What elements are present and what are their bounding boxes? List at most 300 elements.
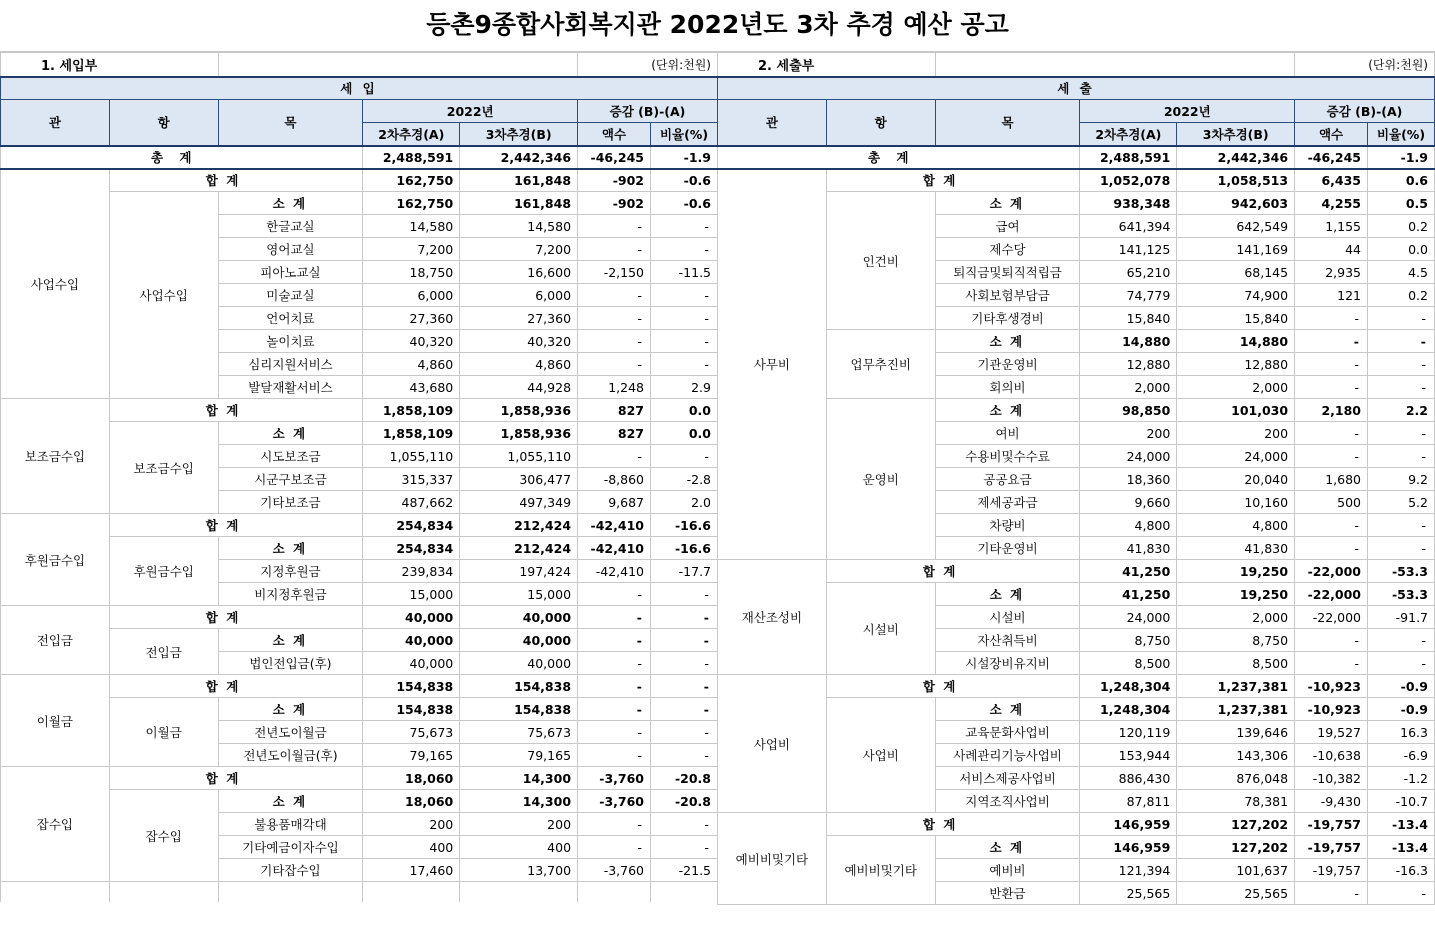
income-rate-cell: 2.0 bbox=[650, 491, 717, 514]
expense-gwan-cell: 재산조성비 bbox=[718, 560, 827, 675]
income-mok-cell: 심리지원서비스 bbox=[218, 353, 363, 376]
income-a-cell: 1,055,110 bbox=[363, 445, 460, 468]
income-sum-label: 합 계 bbox=[109, 169, 363, 192]
income-a-cell: 254,834 bbox=[363, 537, 460, 560]
expense-hang-cell: 운영비 bbox=[826, 399, 935, 560]
income-a-cell: 487,662 bbox=[363, 491, 460, 514]
expense-amt-cell: -22,000 bbox=[1295, 583, 1368, 606]
income-header-amt: 액수 bbox=[578, 123, 651, 146]
expense-a-cell: 121,394 bbox=[1080, 859, 1177, 882]
income-amt-cell: - bbox=[578, 583, 651, 606]
income-rate-cell: - bbox=[650, 583, 717, 606]
income-grand-rate: -1.9 bbox=[650, 146, 717, 169]
expense-mok-cell: 시설장비유지비 bbox=[935, 652, 1080, 675]
income-a-cell: 162,750 bbox=[363, 169, 460, 192]
expense-hang-cell: 인건비 bbox=[826, 192, 935, 330]
income-a-cell: 27,360 bbox=[363, 307, 460, 330]
income-rate-cell: - bbox=[650, 238, 717, 261]
expense-mok-cell: 소 계 bbox=[935, 192, 1080, 215]
expense-amt-cell: - bbox=[1295, 307, 1368, 330]
expense-a-cell: 146,959 bbox=[1080, 836, 1177, 859]
income-amt-cell: -3,760 bbox=[578, 790, 651, 813]
expense-b-cell: 127,202 bbox=[1177, 813, 1295, 836]
expense-amt-cell: -10,923 bbox=[1295, 698, 1368, 721]
income-amt-cell: -2,150 bbox=[578, 261, 651, 284]
income-amt-cell: - bbox=[578, 836, 651, 859]
expense-amt-cell: -10,638 bbox=[1295, 744, 1368, 767]
expense-b-cell: 1,058,513 bbox=[1177, 169, 1295, 192]
income-mok-cell: 기타예금이자수입 bbox=[218, 836, 363, 859]
income-b-cell: 7,200 bbox=[460, 238, 578, 261]
expense-amt-cell: - bbox=[1295, 882, 1368, 905]
income-rate-cell: -17.7 bbox=[650, 560, 717, 583]
expense-b-cell: 12,880 bbox=[1177, 353, 1295, 376]
income-mok-cell: 기타보조금 bbox=[218, 491, 363, 514]
income-mok-cell: 영어교실 bbox=[218, 238, 363, 261]
expense-rate-cell: - bbox=[1368, 629, 1435, 652]
expense-header-a: 2차추경(A) bbox=[1080, 123, 1177, 146]
income-mok-cell: 소 계 bbox=[218, 192, 363, 215]
income-rate-cell: - bbox=[650, 284, 717, 307]
income-a-cell: 17,460 bbox=[363, 859, 460, 882]
income-rate-cell: - bbox=[650, 445, 717, 468]
income-rate-cell: - bbox=[650, 307, 717, 330]
income-rate-cell: 0.0 bbox=[650, 422, 717, 445]
expense-grand-label: 총 계 bbox=[718, 146, 1080, 169]
expense-b-cell: 14,880 bbox=[1177, 330, 1295, 353]
income-b-cell: 14,300 bbox=[460, 790, 578, 813]
income-rate-cell: - bbox=[650, 606, 717, 629]
income-a-cell: 18,060 bbox=[363, 767, 460, 790]
income-rate-cell: - bbox=[650, 652, 717, 675]
expense-b-cell: 41,830 bbox=[1177, 537, 1295, 560]
expense-amt-cell: - bbox=[1295, 629, 1368, 652]
income-sum-label: 합 계 bbox=[109, 767, 363, 790]
expense-rate-cell: - bbox=[1368, 353, 1435, 376]
expense-a-cell: 146,959 bbox=[1080, 813, 1177, 836]
income-band-header: 세 입 bbox=[1, 77, 718, 100]
income-amt-cell: - bbox=[578, 744, 651, 767]
income-rate-cell: - bbox=[650, 721, 717, 744]
expense-a-cell: 41,250 bbox=[1080, 583, 1177, 606]
income-mok-cell: 전년도이월금(후) bbox=[218, 744, 363, 767]
expense-b-cell: 101,637 bbox=[1177, 859, 1295, 882]
income-amt-cell: - bbox=[578, 606, 651, 629]
income-b-cell: 16,600 bbox=[460, 261, 578, 284]
expense-amt-cell: -10,382 bbox=[1295, 767, 1368, 790]
expense-mok-cell: 여비 bbox=[935, 422, 1080, 445]
expense-mok-cell: 소 계 bbox=[935, 399, 1080, 422]
income-a-cell: 6,000 bbox=[363, 284, 460, 307]
expense-rate-cell: - bbox=[1368, 445, 1435, 468]
expense-b-cell: 4,800 bbox=[1177, 514, 1295, 537]
expense-a-cell: 14,880 bbox=[1080, 330, 1177, 353]
income-unit-label: (단위:천원) bbox=[578, 53, 718, 77]
expense-hang-cell: 사업비 bbox=[826, 698, 935, 813]
expense-b-cell: 15,840 bbox=[1177, 307, 1295, 330]
expense-header-change: 증감 (B)-(A) bbox=[1295, 100, 1435, 123]
expense-rate-cell: - bbox=[1368, 882, 1435, 905]
income-header-change: 증감 (B)-(A) bbox=[578, 100, 718, 123]
expense-amt-cell: -9,430 bbox=[1295, 790, 1368, 813]
expense-amt-cell: 4,255 bbox=[1295, 192, 1368, 215]
income-mok-cell: 피아노교실 bbox=[218, 261, 363, 284]
expense-grand-a: 2,488,591 bbox=[1080, 146, 1177, 169]
income-b-cell: 14,300 bbox=[460, 767, 578, 790]
expense-amt-cell: - bbox=[1295, 330, 1368, 353]
income-rate-cell: 0.0 bbox=[650, 399, 717, 422]
expense-a-cell: 8,750 bbox=[1080, 629, 1177, 652]
expense-amt-cell: - bbox=[1295, 422, 1368, 445]
income-header-a: 2차추경(A) bbox=[363, 123, 460, 146]
income-b-cell: 161,848 bbox=[460, 169, 578, 192]
expense-b-cell: 74,900 bbox=[1177, 284, 1295, 307]
expense-mok-cell: 기타운영비 bbox=[935, 537, 1080, 560]
income-b-cell: 13,700 bbox=[460, 859, 578, 882]
expense-b-cell: 139,646 bbox=[1177, 721, 1295, 744]
income-b-cell: 40,000 bbox=[460, 606, 578, 629]
income-amt-cell: -42,410 bbox=[578, 560, 651, 583]
expense-rate-cell: 4.5 bbox=[1368, 261, 1435, 284]
expense-mok-cell: 소 계 bbox=[935, 698, 1080, 721]
income-grand-a: 2,488,591 bbox=[363, 146, 460, 169]
income-header-gwan: 관 bbox=[1, 100, 110, 146]
income-blank-cell bbox=[109, 882, 218, 902]
expense-amt-cell: - bbox=[1295, 376, 1368, 399]
income-a-cell: 1,858,109 bbox=[363, 422, 460, 445]
income-rate-cell: - bbox=[650, 215, 717, 238]
expense-mok-cell: 기타후생경비 bbox=[935, 307, 1080, 330]
income-hang-cell: 전입금 bbox=[109, 629, 218, 675]
income-a-cell: 40,000 bbox=[363, 652, 460, 675]
income-rate-cell: -2.8 bbox=[650, 468, 717, 491]
expense-amt-cell: 1,155 bbox=[1295, 215, 1368, 238]
income-blank-cell bbox=[218, 882, 363, 902]
income-header-rate: 비율(%) bbox=[650, 123, 717, 146]
income-hang-cell: 보조금수입 bbox=[109, 422, 218, 514]
income-b-cell: 154,838 bbox=[460, 675, 578, 698]
income-panel bbox=[0, 52, 718, 902]
income-b-cell: 1,858,936 bbox=[460, 422, 578, 445]
income-sum-row bbox=[1, 767, 718, 790]
expense-amt-cell: 500 bbox=[1295, 491, 1368, 514]
expense-mok-cell: 소 계 bbox=[935, 583, 1080, 606]
expense-section-title: 2. 세출부 bbox=[718, 53, 936, 77]
income-a-cell: 15,000 bbox=[363, 583, 460, 606]
expense-mok-cell: 회의비 bbox=[935, 376, 1080, 399]
expense-a-cell: 4,800 bbox=[1080, 514, 1177, 537]
expense-hang-cell: 시설비 bbox=[826, 583, 935, 675]
income-rate-cell: - bbox=[650, 353, 717, 376]
expense-rate-cell: -6.9 bbox=[1368, 744, 1435, 767]
income-b-cell: 306,477 bbox=[460, 468, 578, 491]
income-a-cell: 40,000 bbox=[363, 629, 460, 652]
income-blank-cell bbox=[460, 882, 578, 902]
income-mok-cell: 한글교실 bbox=[218, 215, 363, 238]
expense-a-cell: 24,000 bbox=[1080, 445, 1177, 468]
income-a-cell: 18,750 bbox=[363, 261, 460, 284]
expense-a-cell: 12,880 bbox=[1080, 353, 1177, 376]
expense-rate-cell: -0.9 bbox=[1368, 698, 1435, 721]
income-b-cell: 40,000 bbox=[460, 652, 578, 675]
expense-b-cell: 200 bbox=[1177, 422, 1295, 445]
expense-mok-cell: 예비비 bbox=[935, 859, 1080, 882]
expense-b-cell: 25,565 bbox=[1177, 882, 1295, 905]
income-b-cell: 200 bbox=[460, 813, 578, 836]
income-amt-cell: - bbox=[578, 698, 651, 721]
income-grand-amt: -46,245 bbox=[578, 146, 651, 169]
income-b-cell: 40,320 bbox=[460, 330, 578, 353]
income-b-cell: 400 bbox=[460, 836, 578, 859]
income-sum-label: 합 계 bbox=[109, 399, 363, 422]
income-amt-cell: - bbox=[578, 330, 651, 353]
income-mok-cell: 언어치료 bbox=[218, 307, 363, 330]
expense-b-cell: 10,160 bbox=[1177, 491, 1295, 514]
expense-a-cell: 641,394 bbox=[1080, 215, 1177, 238]
income-b-cell: 1,055,110 bbox=[460, 445, 578, 468]
expense-mok-cell: 수용비및수수료 bbox=[935, 445, 1080, 468]
income-sum-row bbox=[1, 399, 718, 422]
income-b-cell: 497,349 bbox=[460, 491, 578, 514]
expense-rate-cell: -53.3 bbox=[1368, 560, 1435, 583]
income-section-title: 1. 세입부 bbox=[1, 53, 219, 77]
income-rate-cell: - bbox=[650, 813, 717, 836]
income-b-cell: 27,360 bbox=[460, 307, 578, 330]
income-a-cell: 4,860 bbox=[363, 353, 460, 376]
expense-rate-cell: - bbox=[1368, 307, 1435, 330]
income-amt-cell: - bbox=[578, 721, 651, 744]
income-rate-cell: 2.9 bbox=[650, 376, 717, 399]
income-a-cell: 1,858,109 bbox=[363, 399, 460, 422]
income-mok-cell: 놀이치료 bbox=[218, 330, 363, 353]
income-a-cell: 14,580 bbox=[363, 215, 460, 238]
income-amt-cell: -902 bbox=[578, 192, 651, 215]
expense-a-cell: 74,779 bbox=[1080, 284, 1177, 307]
income-mok-cell: 지정후원금 bbox=[218, 560, 363, 583]
expense-rate-cell: 5.2 bbox=[1368, 491, 1435, 514]
income-sum-label: 합 계 bbox=[109, 606, 363, 629]
income-mok-cell: 소 계 bbox=[218, 790, 363, 813]
expense-header-mok: 목 bbox=[935, 100, 1080, 146]
income-mok-cell: 법인전입금(후) bbox=[218, 652, 363, 675]
income-amt-cell: 1,248 bbox=[578, 376, 651, 399]
expense-mok-cell: 제수당 bbox=[935, 238, 1080, 261]
expense-gwan-cell: 사업비 bbox=[718, 675, 827, 813]
income-sum-row bbox=[1, 675, 718, 698]
expense-band-header: 세 출 bbox=[718, 77, 1435, 100]
expense-a-cell: 141,125 bbox=[1080, 238, 1177, 261]
expense-amt-cell: - bbox=[1295, 514, 1368, 537]
income-b-cell: 197,424 bbox=[460, 560, 578, 583]
income-hang-cell: 후원금수입 bbox=[109, 537, 218, 606]
expense-unit-label: (단위:천원) bbox=[1295, 53, 1435, 77]
income-b-cell: 15,000 bbox=[460, 583, 578, 606]
income-mok-cell: 시군구보조금 bbox=[218, 468, 363, 491]
income-grand-label: 총 계 bbox=[1, 146, 363, 169]
expense-mok-cell: 사례관리기능사업비 bbox=[935, 744, 1080, 767]
expense-amt-cell: - bbox=[1295, 353, 1368, 376]
expense-amt-cell: 2,935 bbox=[1295, 261, 1368, 284]
expense-a-cell: 8,500 bbox=[1080, 652, 1177, 675]
income-a-cell: 154,838 bbox=[363, 698, 460, 721]
income-a-cell: 154,838 bbox=[363, 675, 460, 698]
income-header-year: 2022년 bbox=[363, 100, 578, 123]
expense-a-cell: 2,000 bbox=[1080, 376, 1177, 399]
expense-sum-row bbox=[718, 675, 1435, 698]
expense-amt-cell: 6,435 bbox=[1295, 169, 1368, 192]
income-rate-cell: - bbox=[650, 330, 717, 353]
expense-rate-cell: 2.2 bbox=[1368, 399, 1435, 422]
income-sum-row bbox=[1, 606, 718, 629]
expense-b-cell: 20,040 bbox=[1177, 468, 1295, 491]
income-a-cell: 18,060 bbox=[363, 790, 460, 813]
expense-sum-label: 합 계 bbox=[826, 813, 1080, 836]
income-amt-cell: - bbox=[578, 813, 651, 836]
expense-rate-cell: 9.2 bbox=[1368, 468, 1435, 491]
income-gwan-cell: 잡수입 bbox=[1, 767, 110, 882]
income-amt-cell: - bbox=[578, 652, 651, 675]
expense-header-amt: 액수 bbox=[1295, 123, 1368, 146]
income-header-mok: 목 bbox=[218, 100, 363, 146]
expense-rate-cell: 0.2 bbox=[1368, 215, 1435, 238]
expense-amt-cell: 121 bbox=[1295, 284, 1368, 307]
income-amt-cell: -8,860 bbox=[578, 468, 651, 491]
expense-rate-cell: -1.2 bbox=[1368, 767, 1435, 790]
expense-a-cell: 1,248,304 bbox=[1080, 675, 1177, 698]
income-b-cell: 212,424 bbox=[460, 537, 578, 560]
expense-rate-cell: - bbox=[1368, 537, 1435, 560]
expense-mok-cell: 반환금 bbox=[935, 882, 1080, 905]
income-mok-cell: 발달재활서비스 bbox=[218, 376, 363, 399]
income-amt-cell: -3,760 bbox=[578, 859, 651, 882]
income-b-cell: 40,000 bbox=[460, 629, 578, 652]
page-title: 등촌9종합사회복지관 2022년도 3차 추경 예산 공고 bbox=[0, 0, 1435, 52]
expense-sum-label: 합 계 bbox=[826, 169, 1080, 192]
income-rate-cell: -0.6 bbox=[650, 169, 717, 192]
expense-header-b: 3차추경(B) bbox=[1177, 123, 1295, 146]
income-blank-cell bbox=[363, 882, 460, 902]
expense-sum-row bbox=[718, 560, 1435, 583]
income-gwan-cell: 보조금수입 bbox=[1, 399, 110, 514]
income-mok-cell: 비지정후원금 bbox=[218, 583, 363, 606]
expense-rate-cell: -91.7 bbox=[1368, 606, 1435, 629]
income-b-cell: 79,165 bbox=[460, 744, 578, 767]
expense-grand-rate: -1.9 bbox=[1368, 146, 1435, 169]
income-hang-cell: 잡수입 bbox=[109, 790, 218, 882]
income-hang-cell: 사업수입 bbox=[109, 192, 218, 399]
income-a-cell: 43,680 bbox=[363, 376, 460, 399]
expense-header-rate: 비율(%) bbox=[1368, 123, 1435, 146]
income-a-cell: 254,834 bbox=[363, 514, 460, 537]
expense-amt-cell: 19,527 bbox=[1295, 721, 1368, 744]
expense-a-cell: 41,250 bbox=[1080, 560, 1177, 583]
expense-gwan-cell: 사무비 bbox=[718, 169, 827, 560]
expense-rate-cell: 16.3 bbox=[1368, 721, 1435, 744]
income-gwan-cell: 후원금수입 bbox=[1, 514, 110, 606]
expense-b-cell: 642,549 bbox=[1177, 215, 1295, 238]
expense-b-cell: 127,202 bbox=[1177, 836, 1295, 859]
income-a-cell: 40,000 bbox=[363, 606, 460, 629]
expense-rate-cell: -0.9 bbox=[1368, 675, 1435, 698]
expense-amt-cell: -19,757 bbox=[1295, 859, 1368, 882]
income-gwan-cell: 사업수입 bbox=[1, 169, 110, 399]
expense-b-cell: 141,169 bbox=[1177, 238, 1295, 261]
income-rate-cell: -20.8 bbox=[650, 767, 717, 790]
expense-amt-cell: -19,757 bbox=[1295, 836, 1368, 859]
expense-a-cell: 25,565 bbox=[1080, 882, 1177, 905]
expense-rate-cell: -16.3 bbox=[1368, 859, 1435, 882]
income-rate-cell: - bbox=[650, 698, 717, 721]
income-rate-cell: - bbox=[650, 744, 717, 767]
expense-a-cell: 886,430 bbox=[1080, 767, 1177, 790]
income-amt-cell: - bbox=[578, 284, 651, 307]
expense-a-cell: 1,248,304 bbox=[1080, 698, 1177, 721]
income-blank-cell bbox=[1, 882, 110, 902]
expense-b-cell: 24,000 bbox=[1177, 445, 1295, 468]
expense-mok-cell: 퇴직금및퇴직적립금 bbox=[935, 261, 1080, 284]
income-hang-cell: 이월금 bbox=[109, 698, 218, 767]
expense-mok-cell: 서비스제공사업비 bbox=[935, 767, 1080, 790]
expense-amt-cell: -22,000 bbox=[1295, 560, 1368, 583]
income-rate-cell: - bbox=[650, 675, 717, 698]
expense-mok-cell: 교육문화사업비 bbox=[935, 721, 1080, 744]
income-header-hang: 항 bbox=[109, 100, 218, 146]
expense-b-cell: 8,500 bbox=[1177, 652, 1295, 675]
expense-b-cell: 101,030 bbox=[1177, 399, 1295, 422]
income-mok-cell: 기타잡수입 bbox=[218, 859, 363, 882]
expense-mok-cell: 공공요금 bbox=[935, 468, 1080, 491]
expense-hang-cell: 예비비및기타 bbox=[826, 836, 935, 905]
expense-grand-amt: -46,245 bbox=[1295, 146, 1368, 169]
expense-mok-cell: 소 계 bbox=[935, 836, 1080, 859]
expense-b-cell: 19,250 bbox=[1177, 583, 1295, 606]
expense-amt-cell: -10,923 bbox=[1295, 675, 1368, 698]
expense-a-cell: 24,000 bbox=[1080, 606, 1177, 629]
income-mok-cell: 소 계 bbox=[218, 422, 363, 445]
income-a-cell: 239,834 bbox=[363, 560, 460, 583]
expense-a-cell: 65,210 bbox=[1080, 261, 1177, 284]
income-a-cell: 79,165 bbox=[363, 744, 460, 767]
expense-amt-cell: - bbox=[1295, 537, 1368, 560]
income-b-cell: 75,673 bbox=[460, 721, 578, 744]
income-a-cell: 400 bbox=[363, 836, 460, 859]
income-rate-cell: -16.6 bbox=[650, 537, 717, 560]
income-amt-cell: - bbox=[578, 307, 651, 330]
expense-b-cell: 2,000 bbox=[1177, 606, 1295, 629]
income-amt-cell: - bbox=[578, 629, 651, 652]
income-b-cell: 154,838 bbox=[460, 698, 578, 721]
income-blank-cell bbox=[650, 882, 717, 902]
income-blank-cell bbox=[578, 882, 651, 902]
expense-a-cell: 18,360 bbox=[1080, 468, 1177, 491]
expense-rate-cell: 0.5 bbox=[1368, 192, 1435, 215]
income-rate-cell: -21.5 bbox=[650, 859, 717, 882]
income-b-cell: 161,848 bbox=[460, 192, 578, 215]
expense-sum-label: 합 계 bbox=[826, 560, 1080, 583]
income-b-cell: 4,860 bbox=[460, 353, 578, 376]
income-a-cell: 75,673 bbox=[363, 721, 460, 744]
expense-a-cell: 153,944 bbox=[1080, 744, 1177, 767]
income-rate-cell: -16.6 bbox=[650, 514, 717, 537]
income-a-cell: 200 bbox=[363, 813, 460, 836]
expense-rate-cell: -13.4 bbox=[1368, 813, 1435, 836]
income-b-cell: 44,928 bbox=[460, 376, 578, 399]
income-b-cell: 6,000 bbox=[460, 284, 578, 307]
expense-mok-cell: 제세공과금 bbox=[935, 491, 1080, 514]
income-blank-row bbox=[1, 882, 718, 902]
expense-hang-cell: 업무추진비 bbox=[826, 330, 935, 399]
expense-rate-cell: -53.3 bbox=[1368, 583, 1435, 606]
